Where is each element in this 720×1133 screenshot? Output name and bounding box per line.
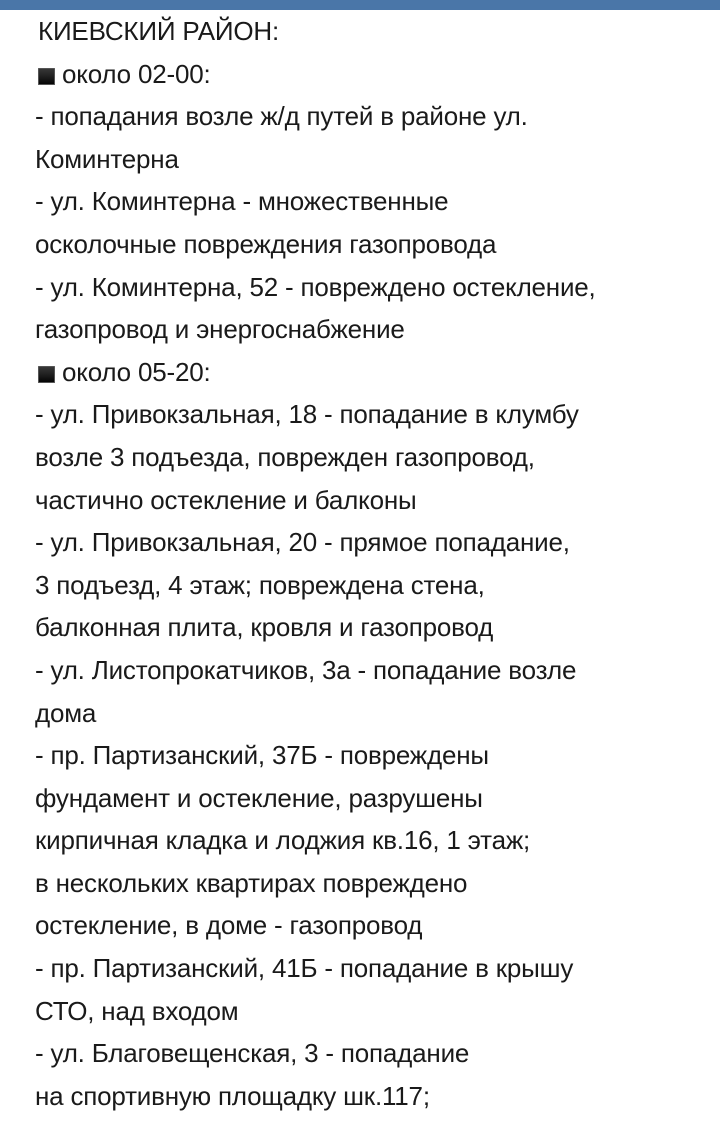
- text-line: дома: [35, 697, 97, 728]
- text-line: - пр. Партизанский, 37Б - повреждены: [35, 740, 489, 771]
- text-line: - попадания возле ж/д путей в районе ул.: [35, 101, 528, 132]
- text-line: кирпичная кладка и лоджия кв.16, 1 этаж;: [35, 825, 531, 856]
- text-line: - ул. Благовещенская, 3 - попадание: [35, 1038, 470, 1069]
- text-line: - ул. Листопрокатчиков, 3а - попадание возле: [35, 654, 577, 685]
- time-label: около 02-00:: [62, 58, 211, 89]
- district-heading: КИЕВСКИЙ РАЙОН:: [38, 16, 280, 46]
- black-square-icon: [38, 366, 55, 383]
- text-line: - ул. Коминтерна, 52 - повреждено остекление,: [35, 271, 596, 302]
- text-line: частично остекление и балконы: [35, 484, 417, 515]
- message-text: [0, 10, 720, 1117]
- time-header: [0, 351, 720, 394]
- text-line: - ул. Привокзальная, 20 - прямое попадание,: [35, 527, 570, 558]
- text-line: 3 подъезд, 4 этаж; повреждена стена,: [35, 569, 485, 600]
- text-line: фундамент и остекление, разрушены: [35, 782, 483, 813]
- text-line: Коминтерна: [35, 143, 179, 174]
- text-line: балконная плита, кровля и газопровод: [35, 612, 494, 643]
- text-line: - ул. Коминтерна - множественные: [35, 186, 449, 217]
- text-line: остекление, в доме - газопровод: [35, 910, 423, 941]
- text-line: СТО, над входом: [35, 995, 239, 1026]
- time-header: [0, 53, 720, 96]
- time-label: около 05-20:: [62, 356, 211, 387]
- text-line: - пр. Партизанский, 41Б - попадание в крышу: [35, 953, 574, 984]
- text-line: - ул. Привокзальная, 18 - попадание в клумбу: [35, 399, 579, 430]
- text-line: на спортивную площадку шк.117;: [35, 1080, 430, 1111]
- text-line: в нескольких квартирах повреждено: [35, 867, 468, 898]
- text-line: осколочные повреждения газопровода: [35, 228, 497, 259]
- text-line: возле 3 подъезда, поврежден газопровод,: [35, 441, 535, 472]
- text-line: газопровод и энергоснабжение: [35, 314, 405, 345]
- top-bar: [0, 0, 720, 10]
- black-square-icon: [38, 68, 55, 85]
